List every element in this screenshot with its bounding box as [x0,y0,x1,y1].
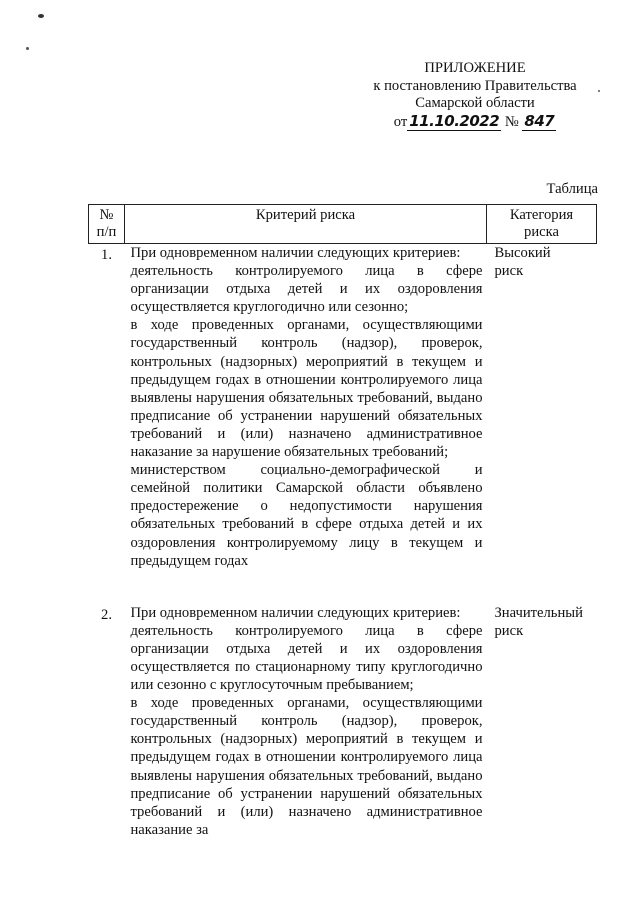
date-number-line [360,113,590,132]
appendix-header [360,60,590,131]
number-prefix: № [504,113,519,130]
criterion-paragraph: в ходе проведенных органами, осуществляющими государственный контроль (надзор), проверок, контрольных (надзорных) мероприятий в текущем и предыдущем годах в отношении контролируемого лица выявлены нарушения обязательных требований, выдано предписание об устранении нарушений обязательных требований и (или) назначено административное наказание за нарушение обязательных требований; [130,317,483,461]
row-number: 1. [101,247,112,263]
criterion-paragraph: в ходе проведенных органами, осуществляющими государственный контроль (надзор), проверок, контрольных (надзорных) мероприятий в текущем и предыдущем годах в отношении контролируемого лица выявлены нарушения обязательных требований, выдано предписание об устранении нарушений обязательных требований и (или) назначено административное наказание за [130,695,483,838]
criterion-paragraph: При одновременном наличии следующих критериев: [130,604,461,621]
header-num: № п/п [89,205,125,244]
row-category: Значительный риск [494,604,583,639]
criterion-paragraph: министерством социально-демографической и семейной политики Самарской области объявлено предостережение о недопустимости нарушения обязательных требований в сфере отдыха детей и их оздоровления контролируемому лицу в текущем и предыдущем годах [130,462,483,569]
table-label: Таблица [546,181,598,197]
table-row [89,604,597,839]
row-criterion [125,244,487,604]
risk-criteria-table [88,204,597,839]
table-row [89,244,597,604]
criterion-paragraph: деятельность контролируемого лица в сфере организации отдыха детей и их оздоровления осуществляется круглогодично или сезонно; [130,263,483,316]
scan-speck [598,90,600,92]
scan-speck [26,47,29,50]
appendix-line-2: к постановлению Правительства [373,77,577,94]
date-prefix: от [393,113,408,130]
criterion-paragraph: При одновременном наличии следующих критериев: [130,245,461,261]
handwritten-date: 11.10.2022 [409,111,500,130]
handwritten-number: 847 [524,111,555,130]
header-criterion: Критерий риска [125,205,487,244]
appendix-line-3: Самарской области [415,95,535,111]
row-criterion [125,604,487,839]
table-header-row [89,205,597,244]
row-number: 2. [101,606,112,623]
header-category: Категория риска [487,205,597,244]
criterion-paragraph: деятельность контролируемого лица в сфере организации отдыха детей и их оздоровления осуществляется по стационарному типу круглогодично или сезонно с круглосуточным пребыванием; [130,622,483,694]
row-category: Высокий риск [494,245,551,280]
appendix-title: ПРИЛОЖЕНИЕ [424,60,526,76]
scan-speck [38,14,44,18]
